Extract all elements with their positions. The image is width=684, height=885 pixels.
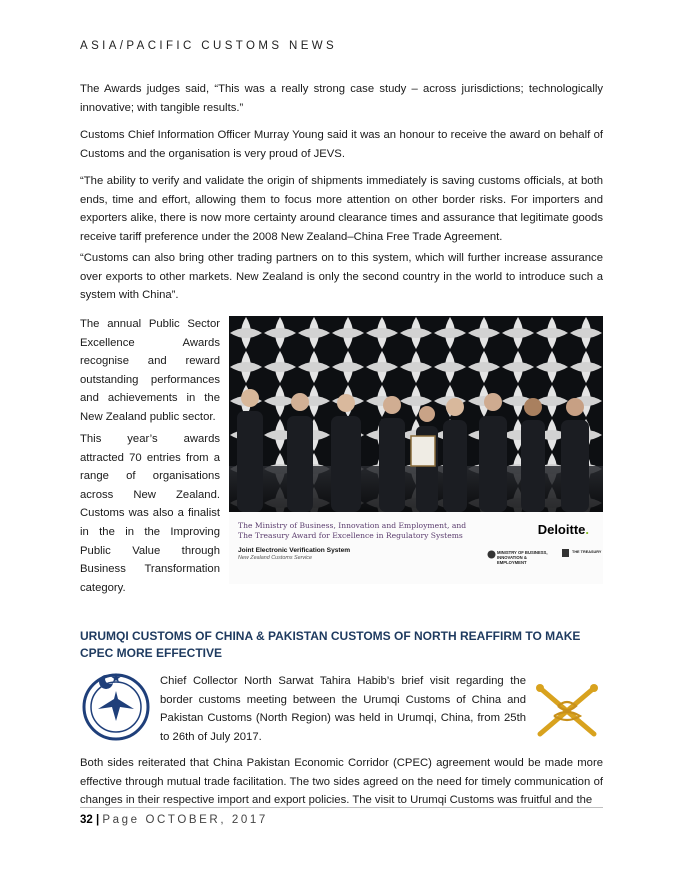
paragraph-judges-quote: The Awards judges said, “This was a really strong case study – across jurisdictions; technologically innovative; with tangible results.” bbox=[80, 83, 603, 114]
paragraph-cio-statement: Customs Chief Information Officer Murray Young said it was an honour to receive the award on behalf of Customs and the organisation is very proud of JEVS. bbox=[80, 129, 603, 160]
page-number: 32 bbox=[80, 814, 93, 826]
award-group-photo-graphic bbox=[229, 316, 603, 512]
treasury-logo-text: THE TREASURY bbox=[572, 550, 602, 554]
customs-caduceus-emblem-icon bbox=[532, 680, 602, 740]
treasury-crest-icon bbox=[561, 548, 570, 558]
paragraph-entries: This year’s awards attracted 70 entries from a range of organisations across New Zealand. Customs was also a finalist in the in the Improving Public Value through Business Transformation category. bbox=[80, 433, 220, 594]
sponsor-dot: . bbox=[585, 522, 589, 537]
footer-date: Page OCTOBER, 2017 bbox=[102, 814, 268, 826]
award-photo-scene bbox=[229, 316, 603, 512]
award-organisation: New Zealand Customs Service bbox=[238, 555, 313, 561]
award-photo bbox=[229, 316, 603, 584]
section-intro-paragraph: Chief Collector North Sarwat Tahira Habib’s brief visit regarding the border customs meeting between the Urumqi Customs of China and Pakistan Customs (North Region) was held in Urumqi, China, from 25th to 26th of July 2017. bbox=[160, 675, 526, 743]
sponsor-name: Deloitte bbox=[537, 522, 586, 537]
award-caption-band bbox=[229, 512, 603, 584]
footer-divider bbox=[80, 807, 603, 808]
footer-separator: | bbox=[92, 814, 103, 826]
award-project-name: Joint Electronic Verification System bbox=[238, 547, 351, 554]
section-title: URUMQI CUSTOMS OF CHINA & PAKISTAN CUSTOMS OF NORTH REAFFIRM TO MAKE CPEC MORE EFFECTIVE bbox=[80, 629, 581, 660]
award-caption-line-1: The Ministry of Business, Innovation and Employment, and bbox=[238, 521, 467, 530]
section-body-paragraph: Both sides reiterated that China Pakistan Economic Corridor (CPEC) agreement would be made more effective through mutual trade facilitation. The two sides agreed on the need for timely communication of changes in their respective import and export policies. The visit to Urumqi Customs was fruitful and the bbox=[80, 757, 603, 807]
award-caption-line-2: The Treasury Award for Excellence in Regulatory Systems bbox=[238, 531, 463, 540]
award-caption-title bbox=[238, 521, 466, 541]
sponsor-logo bbox=[538, 522, 589, 537]
page-footer bbox=[80, 814, 268, 826]
mbie-logo-text: MINISTRY OF BUSINESS, INNOVATION & EMPLOYMENT bbox=[497, 550, 548, 565]
running-header: ASIA/PACIFIC CUSTOMS NEWS bbox=[80, 40, 338, 52]
paragraph-verification-benefits: “The ability to verify and validate the origin of shipments immediately is saving customs officials, at both ends, time and effort, allowing them to focus more attention on other border risks. For importers and exporters alike, there is now more certainty around clearance times and assurance that legitimate goods receive tariff preference under the 2008 New Zealand–China Free Trade Agreement. bbox=[80, 175, 603, 243]
paragraph-awards-description: The annual Public Sector Excellence Awards recognise and reward outstanding performances and achievements in the New Zealand public sector. bbox=[80, 318, 220, 423]
nz-crest-icon bbox=[487, 550, 496, 559]
paragraph-trading-partners: “Customs can also bring other trading partners on to this system, which will further increase assurance over exports to other markets. New Zealand is only the second country in the world to introduce such a system with China”. bbox=[80, 252, 603, 302]
pakistan-customs-emblem-icon bbox=[80, 669, 152, 741]
